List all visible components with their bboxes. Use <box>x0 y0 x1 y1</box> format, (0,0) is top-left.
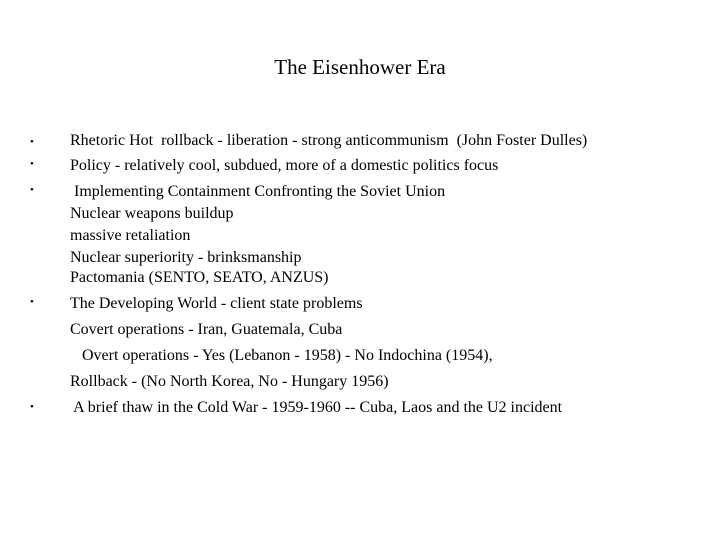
bullet-marker: • <box>30 158 34 170</box>
bullet-marker: • <box>30 184 34 196</box>
bullet-marker: • <box>30 401 34 413</box>
continuation-line: Nuclear superiority - brinksmanship <box>70 249 302 266</box>
bullet-marker: • <box>30 136 34 148</box>
bullet-text-containment: Implementing Containment Confronting the Soviet Union <box>70 183 446 200</box>
bullet-text-thaw: A brief thaw in the Cold War - 1959-1960 -- Cuba, Laos and the U2 incident <box>70 399 563 416</box>
continuation-line: Rollback - (No North Korea, No - Hungary 1956) <box>70 373 389 390</box>
continuation-line: massive retaliation <box>70 227 191 244</box>
continuation-line: Covert operations - Iran, Guatemala, Cuba <box>70 321 343 338</box>
bullet-text-policy: Policy - relatively cool, subdued, more of a domestic politics focus <box>70 157 499 174</box>
continuation-line: Pactomania (SENTO, SEATO, ANZUS) <box>70 269 329 286</box>
continuation-line: Nuclear weapons buildup <box>70 205 234 222</box>
bullet-marker: • <box>30 296 34 308</box>
slide-title: The Eisenhower Era <box>274 55 446 79</box>
bullet-text-rhetoric: Rhetoric Hot rollback - liberation - strong anticommunism (John Foster Dulles) <box>70 132 588 149</box>
continuation-line: Overt operations - Yes (Lebanon - 1958) - No Indochina (1954), <box>70 347 493 364</box>
bullet-text-developing-world: The Developing World - client state problems <box>70 295 363 312</box>
